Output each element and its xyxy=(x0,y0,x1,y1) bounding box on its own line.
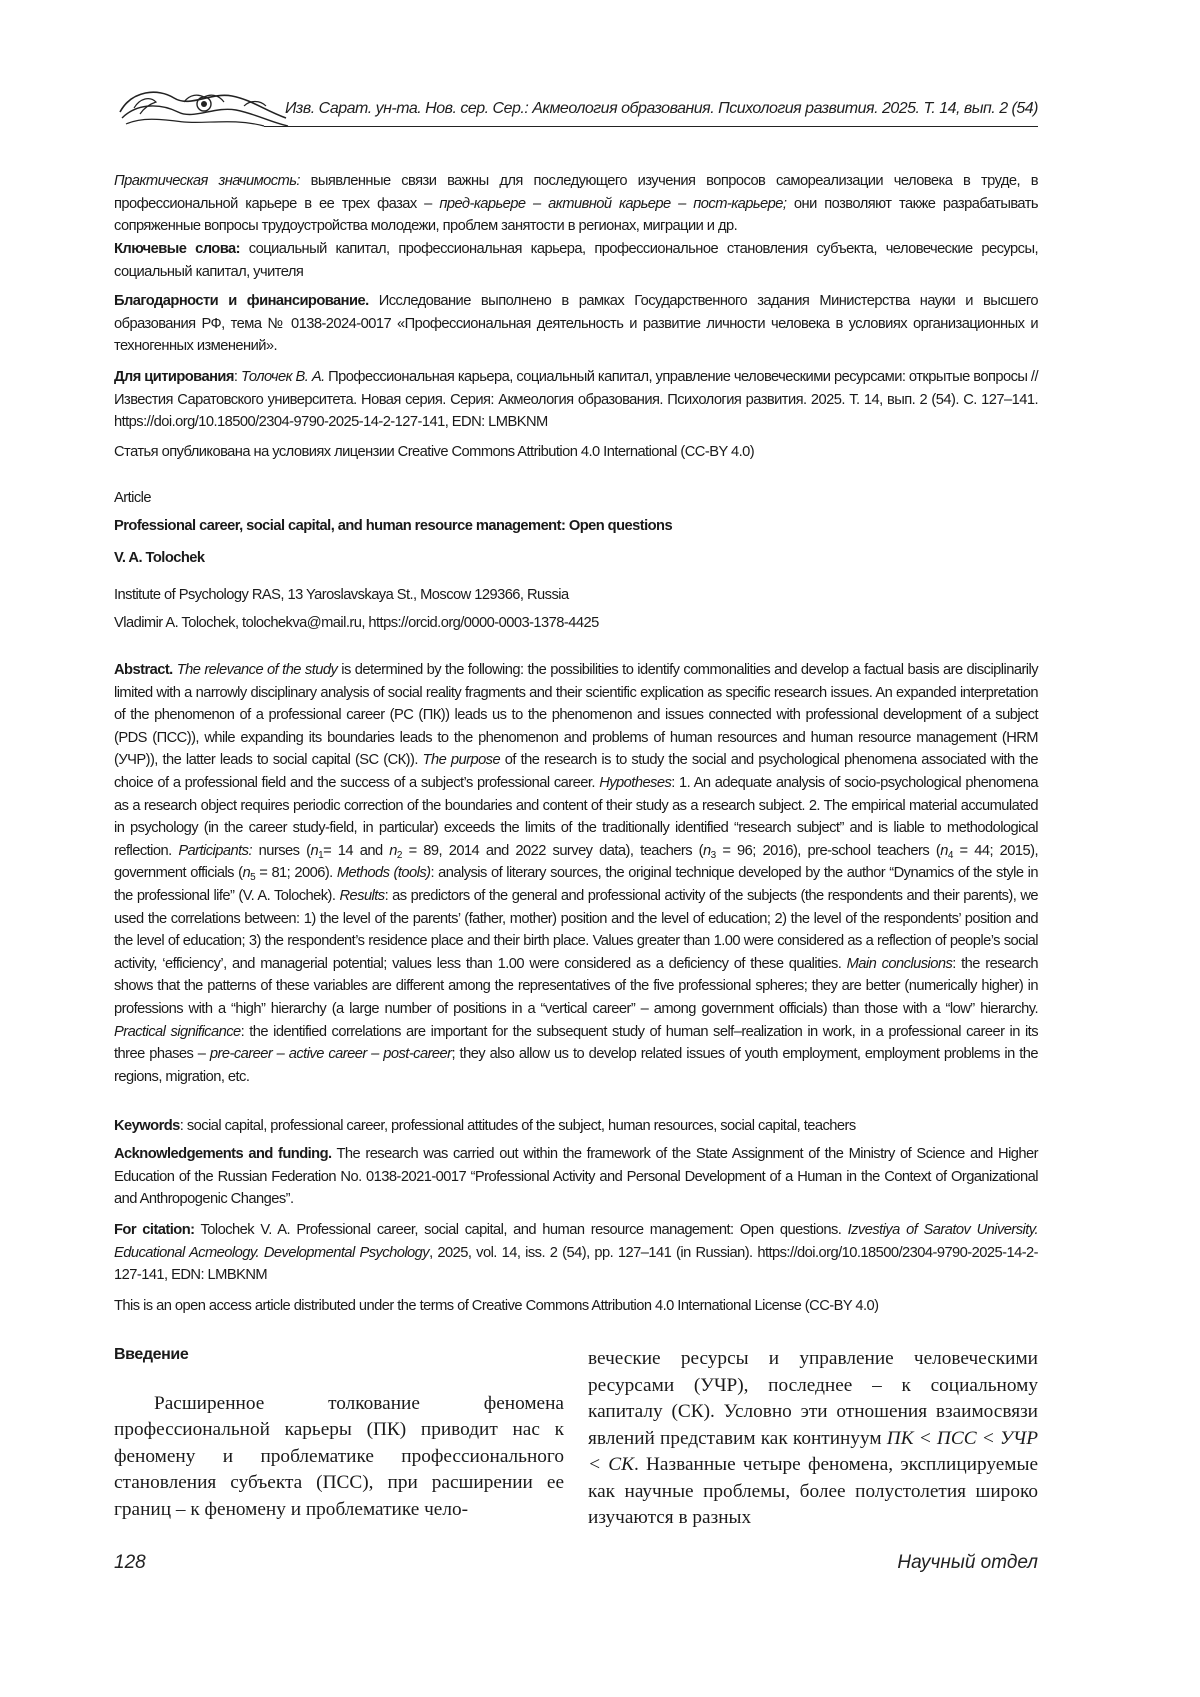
en-article-type xyxy=(114,487,1038,510)
ru-keywords-label: Ключевые слова: xyxy=(114,241,240,257)
en-keywords xyxy=(114,1115,1038,1138)
en-affiliation-text: Institute of Psychology RAS, 13 Yaroslavskaya St., Moscow 129366, Russia xyxy=(114,584,1038,607)
en-author xyxy=(114,547,1038,570)
intro-paragraph: Расширенное толкование феномена профессиональной карьеры (ПК) приводит нас к феномену и проблематике профессионального становления субъекта (ПСС), при расширении ее границ – к феномену и проблематике чело- xyxy=(114,1391,564,1524)
continuum-formula: ПК < ПСС < УЧР < СК xyxy=(588,1428,1038,1476)
en-title-text: Professional career, social capital, and human resource management: Open questions xyxy=(114,515,1038,538)
ru-practical-significance xyxy=(114,170,1038,238)
right-column xyxy=(588,1346,1038,1532)
en-affiliation xyxy=(114,584,1038,607)
right-paragraph-part: веческие ресурсы и управление человеческими ресурсами (УЧР), последнее – к социальному капиталу (СК). Условно эти отношения взаимосвязи явлений представим как континуум xyxy=(588,1348,1038,1449)
en-author-text: V. A. Tolochek xyxy=(114,547,1038,570)
abstract-part: : the research shows that the patterns of these variables are different among the representatives of the five professional spheres; they are better (numerically higher) in professions with a “high” hierarchy (a large number of positions in a “vertical career” – among government officials) than those with a “low” hierarchy. xyxy=(114,956,1038,1017)
en-citation-text: , 2025, vol. 14, iss. 2 (54), pp. 127–141 (in Russian). https://doi.org/10.18500/2304-9790-2025-14-2-127-141, EDN: LMBKNM xyxy=(114,1245,1038,1284)
en-citation-journal: Izvestiya of Saratov University. Educational Acmeology. Developmental Psychology xyxy=(114,1222,1038,1261)
relevance-label: The relevance of the study xyxy=(177,662,338,678)
en-keywords-text: : social capital, professional career, professional attitudes of the subject, human resources, social capital, teachers xyxy=(180,1118,856,1134)
journal-title: Изв. Сарат. ун-та. Нов. сер. Сер.: Акмеология образования. Психология развития. 2025. Т. 14, вып. 2 (54) xyxy=(285,100,1038,118)
en-abstract xyxy=(114,659,1038,1088)
hypotheses-label: Hypotheses xyxy=(599,775,671,791)
n-symbol: n xyxy=(703,843,711,859)
en-article-title xyxy=(114,515,1038,538)
career-phases: pre-career – active career – post-career xyxy=(210,1046,452,1062)
abstract-part: = 81; 2006). xyxy=(255,865,337,881)
n-symbol: n xyxy=(389,843,397,859)
right-paragraph-part: . Названные четыре феномена, эксплицируемые как научные проблемы, более полустолетия широко изучаются в разных xyxy=(588,1454,1038,1528)
ru-keywords xyxy=(114,238,1038,283)
journal-page xyxy=(0,0,1200,1697)
subscript: 5 xyxy=(250,872,255,883)
purpose-label: The purpose xyxy=(423,752,501,768)
n-symbol: n xyxy=(242,865,250,881)
left-column xyxy=(114,1342,564,1523)
abstract-part: : as predictors of the general and professional activity of the subjects (the respondents and their parents), we used the correlations between: 1) the level of the parents’ (father, mother) position and the level of education; 2) the level of the respondents’ position and the level of education; 3) the respondent’s residence place and their birth place. Values greater than 1.00 were considered as a reflection of people’s social activity, ‘efficiency’, and managerial potential; values less than 1.00 were considered as a deficiency of these qualities. xyxy=(114,888,1038,972)
en-ack-label: Acknowledgements and funding. xyxy=(114,1146,332,1162)
en-article-type-text: Article xyxy=(114,487,1038,510)
subscript: 4 xyxy=(948,850,953,861)
intro-heading: Введение xyxy=(114,1342,564,1369)
ru-funding-label: Благодарности и финансирование. xyxy=(114,293,369,309)
header-rule xyxy=(264,126,1038,127)
ru-license-text: Статья опубликована на условиях лицензии Creative Commons Attribution 4.0 International (CC-BY 4.0) xyxy=(114,441,1038,464)
ru-citation-colon: : xyxy=(234,369,241,385)
subscript: 1 xyxy=(318,850,323,861)
abstract-part: nurses ( xyxy=(252,843,310,859)
en-acknowledgements xyxy=(114,1143,1038,1211)
abstract-part: : the identified correlations are important for the subsequent study of human self–realization in work, in a professional career in its three phases – xyxy=(114,1024,1038,1063)
participants-label: Participants: xyxy=(178,843,252,859)
en-license-text: This is an open access article distributed under the terms of Creative Commons Attribution 4.0 International License (CC-BY 4.0) xyxy=(114,1295,1038,1318)
conclusions-label: Main conclusions xyxy=(847,956,953,972)
abstract-part: : analysis of literary sources, the original technique developed by the author “Dynamics of the style in the professional life” (V. A. Tolochek). xyxy=(114,865,1038,904)
ru-practical-phases: пред-карьере – активной карьере – пост-карьере; xyxy=(439,196,786,212)
ru-citation-label: Для цитирования xyxy=(114,369,234,385)
en-license xyxy=(114,1295,1038,1318)
en-keywords-label: Keywords xyxy=(114,1118,180,1134)
abstract-part: = 89, 2014 and 2022 survey data), teachers ( xyxy=(402,843,703,859)
page-footer xyxy=(114,1552,1038,1574)
ru-practical-label: Практическая значимость: xyxy=(114,173,300,189)
subscript: 2 xyxy=(397,850,402,861)
abstract-part: is determined by the following: the possibilities to identify commonalities and develop a factual basis are disciplinarily limited with a narrowly disciplinary analysis of social reality fragments and their scientific explication as specific research issues. An expanded interpretation of the phenomenon of a professional career (PC (ПК)) leads us to the phenomenon and issues connected with professional development of a subject (PDS (ПСС)), while expanding its boundaries leads to the phenomenon and problems of human resources and human resource management (HRM (УЧР)), the latter leads to social capital (SC (СК)). xyxy=(114,662,1038,768)
ru-citation-text: Профессиональная карьера, социальный капитал, управление человеческими ресурсами: открытые вопросы // Известия Саратовского университета. Новая серия. Серия: Акмеология образования. Психология развития. 2025. Т. 14, вып. 2 (54). С. 127–141. https://doi.org/10.18500/2304-9790-2025-14-2-127-141, EDN: LMBKNM xyxy=(114,369,1038,430)
en-ack-text: The research was carried out within the framework of the State Assignment of the Ministry of Science and Higher Education of the Russian Federation No. 0138-2021-0017 “Professional Activity and Personal Development of a Human in the Context of Organizational and Anthropogenic Changes”. xyxy=(114,1146,1038,1207)
ru-keywords-text: социальный капитал, профессиональная карьера, профессиональное становления субъекта, человеческие ресурсы, социальный капитал, учителя xyxy=(114,241,1038,280)
en-citation xyxy=(114,1219,1038,1287)
ru-funding-text: Исследование выполнено в рамках Государственного задания Министерства науки и высшего образования РФ, тема № 0138-2024-0017 «Профессиональная деятельность и развитие личности человека в условиях организационных и техногенных изменений». xyxy=(114,293,1038,354)
en-citation-label: For citation: xyxy=(114,1222,194,1238)
ru-citation xyxy=(114,366,1038,434)
ru-license xyxy=(114,441,1038,464)
running-header xyxy=(114,78,1038,138)
ru-practical-text-1: выявленные связи важны для последующего изучения вопросов самореализации человека в труде, в профессиональной карьере в ее трех фазах – xyxy=(114,173,1038,212)
ru-citation-author: Толочек В. А. xyxy=(241,369,325,385)
abstract-part: of the research is to study the social and psychological phenomena associated with the choice of a professional field and the success of a subject’s professional career. xyxy=(114,752,1038,791)
section-name: Научный отдел xyxy=(897,1552,1038,1574)
abstract-label: Abstract. xyxy=(114,662,173,678)
n-symbol: n xyxy=(310,843,318,859)
page-number: 128 xyxy=(114,1552,146,1573)
n-symbol: n xyxy=(940,843,948,859)
en-contact xyxy=(114,612,1038,635)
abstract-part: = 96; 2016), pre-school teachers ( xyxy=(716,843,941,859)
results-label: Results xyxy=(339,888,384,904)
methods-label: Methods (tools) xyxy=(337,865,431,881)
abstract-part: : 1. An adequate analysis of socio-psychological phenomena as a research object requires periodic correction of the boundaries and content of their study as a research subject. 2. The empirical material accumulated in psychology (in the career study-field, in particular) exceeds the limits of the traditionally identified “research subject” and is liable to methodological reflection. xyxy=(114,775,1038,859)
abstract-part: = 14 and xyxy=(323,843,389,859)
abstract-part: = 44; 2015), government officials ( xyxy=(114,843,1038,882)
subscript: 3 xyxy=(711,850,716,861)
abstract-part: ; they also allow us to develop related issues of youth employment, employment problems in the regions, migration, etc. xyxy=(114,1046,1038,1085)
practical-significance-label: Practical significance xyxy=(114,1024,241,1040)
en-citation-text: Tolochek V. A. Professional career, social capital, and human resource management: Open questions. xyxy=(194,1222,847,1238)
en-contact-text: Vladimir A. Tolochek, tolochekva@mail.ru, https://orcid.org/0000-0003-1378-4425 xyxy=(114,612,1038,635)
ru-funding xyxy=(114,290,1038,358)
ru-practical-text-2: они позволяют также разрабатывать сопряженные вопросы трудоустройства молодежи, проблем занятости в регионах, миграции и др. xyxy=(114,196,1038,235)
